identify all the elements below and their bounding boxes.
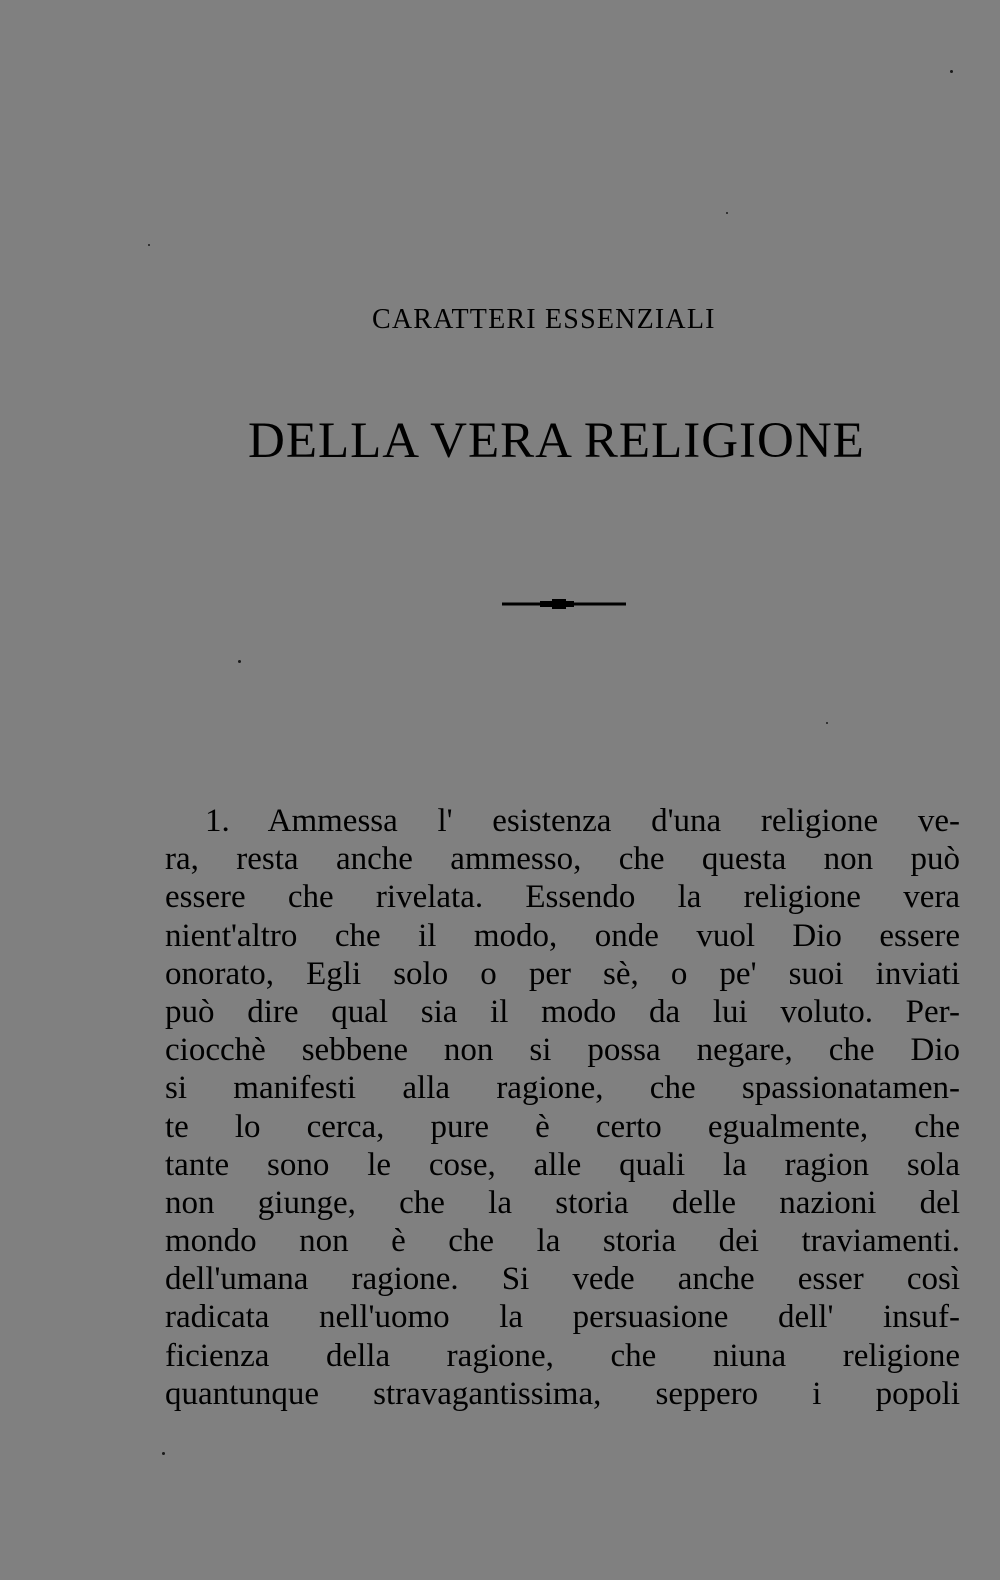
- text-line: mondo non è che la storia dei traviamenti.: [165, 1223, 960, 1260]
- ornament-divider-icon: [500, 598, 628, 610]
- text-line: 1. Ammessa l' esistenza d'una religione ve-: [205, 803, 960, 839]
- text-line: tante sono le cose, alle quali la ragion sola: [165, 1146, 960, 1183]
- text-line: quantunque stravagantissima, seppero i popoli: [165, 1375, 960, 1412]
- text-line: onorato, Egli solo o per sè, o pe' suoi inviati: [165, 955, 960, 992]
- text-line: ra, resta anche ammesso, che questa non può: [165, 841, 960, 878]
- text-line: non giunge, che la storia delle nazioni del: [165, 1184, 960, 1221]
- chapter-title: DELLA VERA RELIGIONE: [248, 413, 865, 469]
- text-line: nient'altro che il modo, onde vuol Dio essere: [165, 917, 960, 954]
- body-text: [165, 802, 960, 1413]
- text-line: può dire qual sia il modo da lui voluto. Per-: [165, 993, 960, 1030]
- text-line: te lo cerca, pure è certo egualmente, che: [165, 1108, 960, 1145]
- text-line: ficienza della ragione, che niuna religione: [165, 1337, 960, 1374]
- scan-speck: [238, 660, 241, 663]
- scan-speck: [826, 722, 828, 724]
- text-line: ciocchè sebbene non si possa negare, che Dio: [165, 1032, 960, 1069]
- scan-speck: [950, 70, 953, 73]
- scan-speck: [162, 1452, 165, 1455]
- text-line: essere che rivelata. Essendo la religione vera: [165, 879, 960, 916]
- chapter-subtitle: CARATTERI ESSENZIALI: [372, 304, 716, 335]
- text-line: dell'umana ragione. Si vede anche esser così: [165, 1261, 960, 1298]
- text-line: si manifesti alla ragione, che spassionatamen-: [165, 1070, 960, 1107]
- scan-speck: [148, 244, 150, 246]
- scan-speck: [726, 212, 728, 214]
- text-line: radicata nell'uomo la persuasione dell' insuf-: [165, 1299, 960, 1336]
